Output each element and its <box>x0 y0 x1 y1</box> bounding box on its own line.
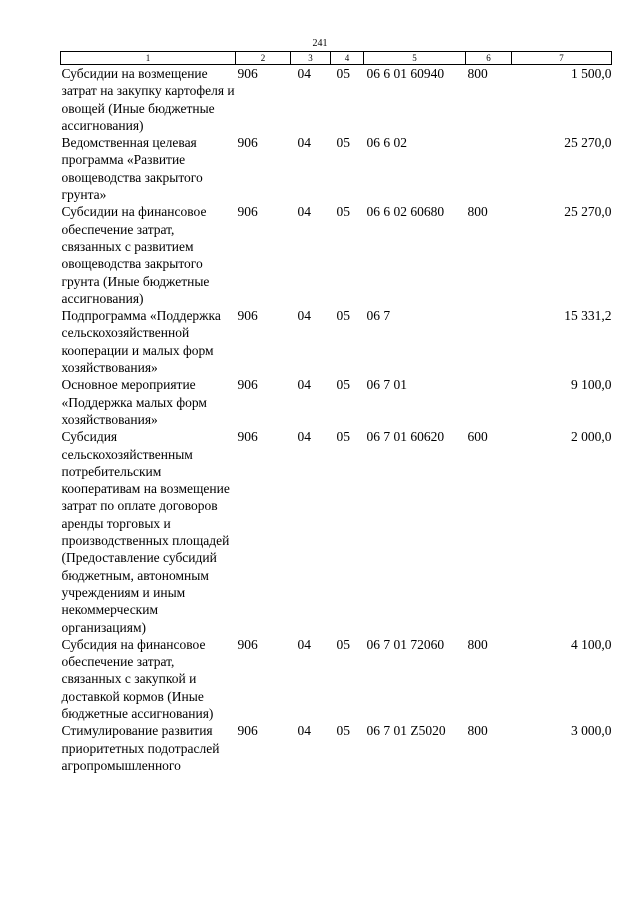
row-subsection-cell: 05 <box>336 66 350 81</box>
row-section-cell: 04 <box>297 204 311 220</box>
column-header-2: 2 <box>236 52 291 65</box>
row-ministry-cell: 906 <box>237 636 258 652</box>
table-row <box>61 636 612 722</box>
row-amount-cell: 9 100,0 <box>571 377 612 393</box>
table-row <box>61 203 612 307</box>
row-subsection-cell: 05 <box>336 308 350 324</box>
row-ministry-cell: 906 <box>237 308 258 324</box>
table-row <box>61 428 612 636</box>
row-subsection-cell: 05 <box>336 636 350 652</box>
column-header-7: 7 <box>512 52 612 65</box>
table-body <box>61 65 612 775</box>
row-ministry-cell: 906 <box>237 66 258 81</box>
table-row <box>61 722 612 774</box>
row-target-article-cell: 06 7 01 60620 <box>366 429 445 445</box>
row-expense-type-cell: 800 <box>467 723 488 739</box>
row-target-article-cell: 06 7 01 Z5020 <box>366 723 446 739</box>
row-subsection-cell: 05 <box>336 204 350 220</box>
row-ministry-cell: 906 <box>237 135 258 151</box>
row-name-cell: Субсидии на возмещение затрат на закупку картофеля и овощей (Иные бюджетные ассигнования) <box>61 66 235 133</box>
row-expense-type-cell <box>466 134 512 203</box>
row-amount-cell: 3 000,0 <box>571 723 612 739</box>
row-expense-type-cell: 800 <box>467 204 488 220</box>
row-target-article-cell: 06 7 <box>366 308 391 324</box>
row-name-cell: Стимулирование развития приоритетных подотраслей агропромышленного <box>61 723 220 773</box>
row-amount-cell: 15 331,2 <box>564 308 612 324</box>
row-section-cell: 04 <box>297 377 311 393</box>
row-name-cell: Субсидии на финансовое обеспечение затрат, связанных с развитием овощеводства закрытого грунта (Иные бюджетные ассигнования) <box>61 204 210 306</box>
row-ministry-cell: 906 <box>237 723 258 739</box>
row-expense-type-cell: 800 <box>467 636 488 652</box>
row-target-article-cell: 06 6 01 60940 <box>366 66 445 81</box>
row-section-cell: 04 <box>297 66 311 81</box>
row-name-cell: Субсидия сельскохозяйственным потребительским кооперативам на возмещение затрат по оплате договоров аренды торговых и производственных площадей (Предоставление субсидий бюджетным, автономным учреждениям и иным некоммерческим организациям) <box>61 429 230 635</box>
row-ministry-cell: 906 <box>237 429 258 445</box>
row-section-cell: 04 <box>297 636 311 652</box>
row-target-article-cell: 06 6 02 60680 <box>366 204 445 220</box>
row-subsection-cell: 05 <box>336 377 350 393</box>
row-target-article-cell: 06 7 01 <box>366 377 407 393</box>
row-target-article-cell: 06 6 02 <box>366 135 407 151</box>
row-name-cell: Подпрограмма «Поддержка сельскохозяйственной кооперации и малых форм хозяйствования» <box>61 308 221 376</box>
column-header-3: 3 <box>291 52 331 65</box>
column-number-row <box>61 52 612 65</box>
row-expense-type-cell: 600 <box>467 429 488 445</box>
column-header-4: 4 <box>331 52 364 65</box>
row-expense-type-cell <box>466 376 512 428</box>
budget-table <box>60 51 612 774</box>
row-name-cell: Основное мероприятие «Поддержка малых форм хозяйствования» <box>61 377 207 427</box>
row-amount-cell: 25 270,0 <box>564 204 612 220</box>
table-row <box>61 134 612 203</box>
row-name-cell: Субсидия на финансовое обеспечение затрат, связанных с закупкой и доставкой кормов (Иные бюджетные ассигнования) <box>61 636 214 721</box>
row-expense-type-cell: 800 <box>467 66 488 81</box>
row-section-cell: 04 <box>297 723 311 739</box>
column-header-1: 1 <box>61 52 236 65</box>
row-target-article-cell: 06 7 01 72060 <box>366 636 445 652</box>
row-ministry-cell: 906 <box>237 204 258 220</box>
table-row <box>61 307 612 376</box>
column-header-5: 5 <box>364 52 466 65</box>
row-section-cell: 04 <box>297 429 311 445</box>
row-section-cell: 04 <box>297 135 311 151</box>
row-name-cell: Ведомственная целевая программа «Развитие овощеводства закрытого грунта» <box>61 135 203 203</box>
row-amount-cell: 4 100,0 <box>571 636 612 652</box>
row-section-cell: 04 <box>297 308 311 324</box>
page-number: 241 <box>312 38 328 49</box>
row-subsection-cell: 05 <box>336 723 350 739</box>
row-subsection-cell: 05 <box>336 429 350 445</box>
row-expense-type-cell <box>466 307 512 376</box>
row-amount-cell: 1 500,0 <box>571 66 612 81</box>
table-row <box>61 376 612 428</box>
table-row <box>61 65 612 135</box>
row-amount-cell: 25 270,0 <box>564 135 612 151</box>
row-subsection-cell: 05 <box>336 135 350 151</box>
row-amount-cell: 2 000,0 <box>571 429 612 445</box>
column-header-6: 6 <box>466 52 512 65</box>
row-ministry-cell: 906 <box>237 377 258 393</box>
table-header <box>61 52 612 65</box>
